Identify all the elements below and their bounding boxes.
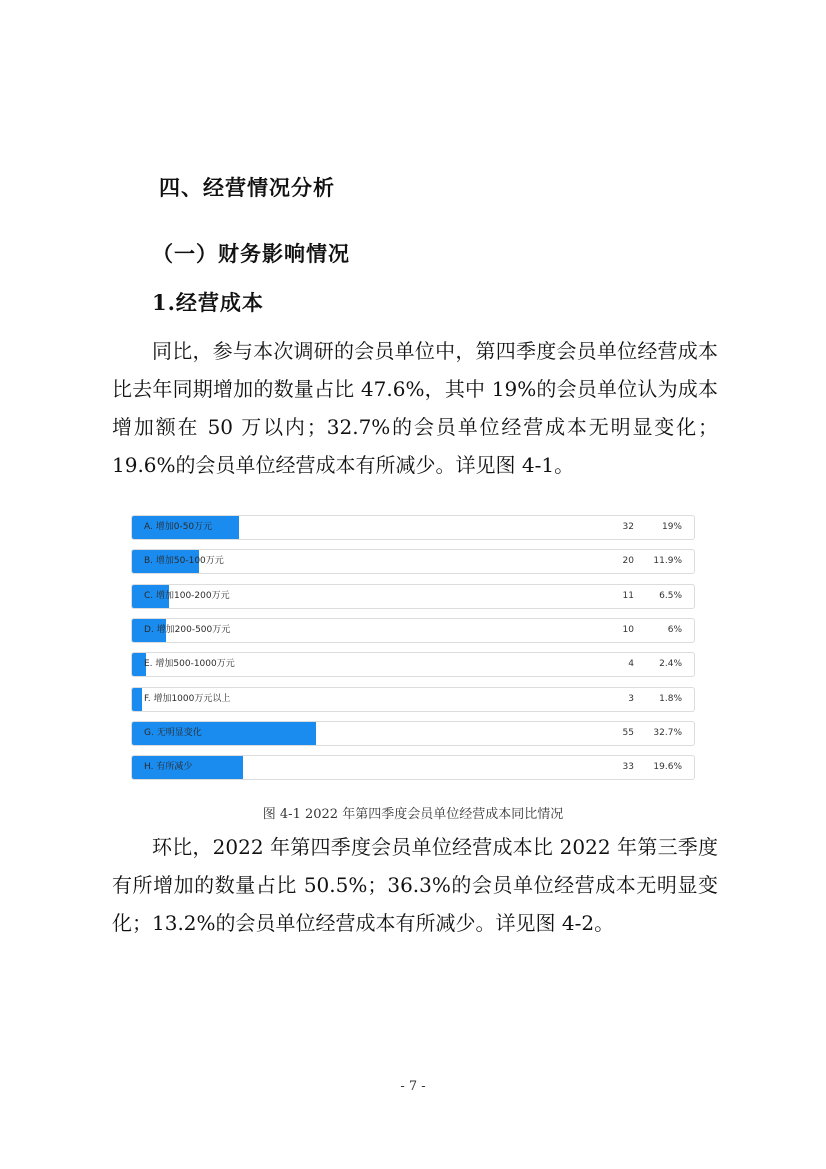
chart-row — [131, 687, 695, 712]
chart-category-label: E. 增加500-1000万元 — [144, 659, 235, 669]
chart-row — [131, 721, 695, 746]
chart-percent-label: 19.6% — [653, 762, 682, 772]
chart-percent-label: 19% — [661, 522, 682, 532]
section-heading: 四、经营情况分析 — [159, 175, 335, 200]
paragraph-year-over-year: 同比，参与本次调研的会员单位中，第四季度会员单位经营成本比去年同期增加的数量占比 47.6%，其中 19%的会员单位认为成本增加额在 50 万以内；32.7%的会员单位经营成本无明显变化；19.6%的会员单位经营成本有所减少。详见图 4-1。 — [112, 339, 718, 477]
sub-subsection-heading: 1.经营成本 — [152, 290, 264, 315]
subsection-heading: （一）财务影响情况 — [152, 241, 350, 266]
chart-count-label: 10 — [622, 625, 634, 635]
paragraph-quarter-over-quarter: 环比，2022 年第四季度会员单位经营成本比 2022 年第三季度有所增加的数量占比 50.5%；36.3%的会员单位经营成本无明显变化；13.2%的会员单位经营成本有所减少。详见图 4-2。 — [112, 835, 718, 935]
chart-row — [131, 584, 695, 609]
chart-category-label: B. 增加50-100万元 — [144, 556, 224, 566]
chart-percent-label: 6% — [667, 625, 682, 635]
chart-category-label: A. 增加0-50万元 — [144, 522, 213, 532]
chart-count-label: 4 — [628, 659, 634, 669]
chart-count-label: 32 — [622, 522, 634, 532]
chart-row — [131, 515, 695, 540]
chart-count-label: 55 — [622, 728, 634, 738]
chart-row — [131, 755, 695, 780]
chart-row — [131, 652, 695, 677]
chart-category-label: D. 增加200-500万元 — [144, 625, 231, 635]
chart-count-label: 33 — [622, 762, 634, 772]
chart-row — [131, 618, 695, 643]
chart-percent-label: 1.8% — [659, 694, 682, 704]
chart-category-label: F. 增加1000万元以上 — [144, 694, 231, 704]
page-number: - 7 - — [400, 1079, 426, 1094]
chart-row — [131, 549, 695, 574]
cost-change-bar-chart — [131, 515, 695, 785]
chart-bar — [132, 688, 142, 711]
chart-count-label: 3 — [628, 694, 634, 704]
chart-caption: 图 4-1 2022 年第四季度会员单位经营成本同比情况 — [262, 807, 564, 822]
chart-percent-label: 11.9% — [653, 556, 682, 566]
chart-percent-label: 6.5% — [659, 591, 682, 601]
chart-count-label: 20 — [622, 556, 634, 566]
chart-category-label: C. 增加100-200万元 — [144, 591, 230, 601]
chart-category-label: G. 无明显变化 — [144, 728, 202, 738]
chart-category-label: H. 有所减少 — [144, 762, 193, 772]
chart-percent-label: 32.7% — [653, 728, 682, 738]
chart-count-label: 11 — [622, 591, 634, 601]
chart-percent-label: 2.4% — [659, 659, 682, 669]
